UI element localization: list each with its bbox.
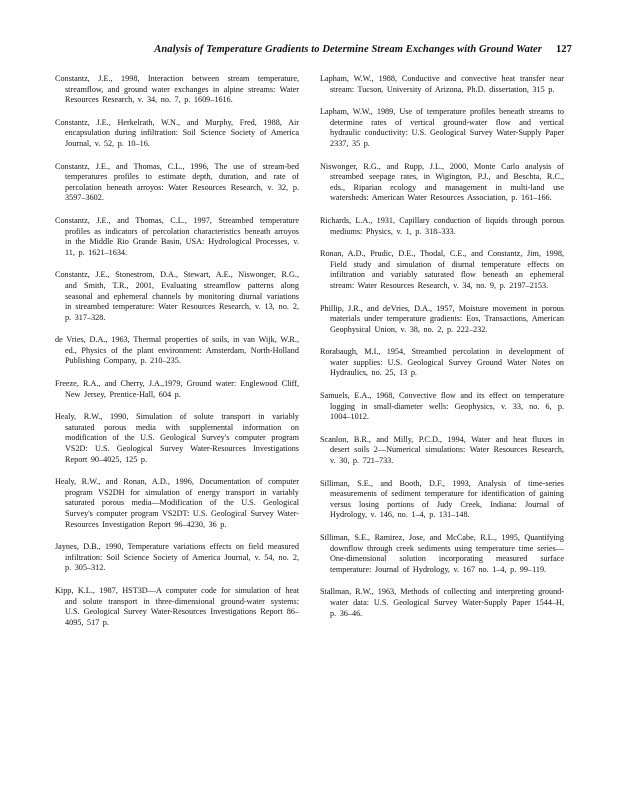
references-right-column (320, 74, 564, 631)
reference-entry: Constantz, J.E., and Thomas, C.L., 1997, Streambed temperature profiles as indicators of percolation characteristics beneath arroyos in the Middle Rio Grande Basin, USA: Hydrological Processes, v. 11, p. 1621–1634. (55, 215, 299, 257)
reference-entry: Phillip, J.R., and deVries, D.A., 1957, Moisture movement in porous materials under temperature gradients: Eos, Transactions, American Geophysical Union, v. 38, no. 2, p. 222–232. (320, 303, 564, 334)
reference-entry: Silliman, S.E., Ramirez, Jose, and McCabe, R.L., 1995, Quantifying downflow through creek sediments using temperature time series—One-dimensional solution incorporating measured surface temperature: Journal of Hydrology, v. 167 no. 1–4, p. 99–119. (320, 533, 564, 574)
reference-entry: Niswonger, R.G., and Rupp, J.L., 2000, Monte Carlo analysis of streambed seepage rates, in Wigington, P.J., and Beschta, R.C., eds., Riparian ecology and management in multi-land use watersheds: American Water Resources Association, p. 161–166. (320, 161, 564, 203)
reference-entry: Silliman, S.E., and Booth, D.F., 1993, Analysis of time-series measurements of sediment temperature for identification of gaining versus losing portions of Judy Creek, Indiana: Journal of Hydrology, v. 146, no. 1–4, p. 131–148. (320, 478, 564, 520)
page-number: 127 (555, 44, 572, 55)
reference-entry: Lapham, W.W., 1988, Conductive and convective heat transfer near stream: Tucson, University of Arizona, Ph.D. dissertation, 315 p. (320, 74, 564, 94)
reference-entry: Rorabaugh, M.I., 1954, Streambed percolation in development of water supplies: U.S. Geological Survey Ground Water Notes on Hydraulics, no. 25, 13 p. (320, 347, 564, 378)
running-header (56, 44, 572, 55)
reference-entry: Healy, R.W., and Ronan, A.D., 1996, Documentation of computer program VS2DH for simulation of energy transport in variably saturated porous media—Modification of the U.S. Geological Survey's computer program VS2DT: U.S. Geological Survey Water-Resources Investigation Report 96–4230, 36 p. (55, 477, 299, 529)
reference-entry: Constantz, J.E., Stonestrom, D.A., Stewart, A.E., Niswonger, R.G., and Smith, T.R., 2001, Evaluating streamflow patterns along seasonal and ephemeral channels by monitoring diurnal variations in streambed temperature: Water Resources Research, v. 13, no. 2, p. 317–328. (55, 270, 299, 322)
reference-entry: Freeze, R.A., and Cherry, J.A.,1979, Ground water: Englewood Cliff, New Jersey, Prentice-Hall, 604 p. (55, 379, 299, 399)
reference-entry: Constantz, J.E., Herkelrath, W.N., and Murphy, Fred, 1988, Air encapsulation during infiltration: Soil Science Society of America Journal, v. 52, p. 10–16. (55, 117, 299, 148)
reference-entry: Constantz, J.E., 1998, Interaction between stream temperature, streamflow, and ground water exchanges in alpine streams: Water Resources Research, v. 34, no. 7, p. 1609–1616. (55, 74, 299, 105)
reference-entry: Lapham, W.W., 1989, Use of temperature profiles beneath streams to determine rates of vertical ground-water flow and vertical hydraulic conductivity: U.S. Geological Survey Water-Supply Paper 2337, 35 p. (320, 107, 564, 148)
reference-entry: Healy, R.W., 1990, Simulation of solute transport in variably saturated porous media with supplemental information on modification of the U.S. Geological Survey's computer program VS2D: U.S. Geological Survey Water-Resources Investigations Report 90–4025, 125 p. (55, 412, 299, 464)
reference-entry: Constantz, J.E., and Thomas, C.L., 1996, The use of stream-bed temperatures profiles to estimate depth, duration, and rate of percolation beneath arroyos: Water Resources Research, v. 32, p. 3597–3602. (55, 161, 299, 203)
reference-entry: Samuels, E.A., 1968, Convective flow and its effect on temperature logging in small-diameter wells: Geophysics, v. 33, no. 6, p. 1004–1012. (320, 391, 564, 422)
reference-entry: Scanlon, B.R., and Milly, P.C.D., 1994, Water and heat fluxes in desert soils 2—Numerical simulations: Water Resources Research, v. 30, p. 721–733. (320, 434, 564, 466)
reference-entry: Ronan, A.D., Prudic, D.E., Thodal, C.E., and Constantz, Jim, 1998, Field study and simulation of diurnal temperature effects on infiltration and variably saturated flow beneath an ephemeral stream: Water Resources Research, v. 34, no. 9, p. 2197–2153. (320, 249, 564, 290)
reference-entry: Stallman, R.W., 1963, Methods of collecting and interpreting ground-water data: U.S. Geological Survey Water-Supply Paper 1544–H, p. 36–46. (320, 587, 564, 618)
references-left-column (55, 74, 299, 640)
running-title: Analysis of Temperature Gradients to Determine Stream Exchanges with Ground Water (154, 44, 542, 55)
reference-entry: Jaynes, D.B., 1990, Temperature variations effects on field measured infiltration: Soil Science Society of America Journal, v. 54, no. 2, p. 305–312. (55, 542, 299, 573)
reference-entry: Richards, L.A., 1931, Capillary conduction of liquids through porous mediums: Physics, v. 1, p. 318–333. (320, 215, 564, 236)
reference-entry: de Vries, D.A., 1963, Thermal properties of soils, in van Wijk, W.R., ed., Physics of the plant environment: Amsterdam, North-Holland Publishing Company, p. 210–235. (55, 335, 299, 366)
reference-entry: Kipp, K.L., 1987, HST3D—A computer code for simulation of heat and solute transport in three-dimensional ground-water systems: U.S. Geological Survey Water-Resources Investigations Report 86–4095, 517 p. (55, 585, 299, 627)
